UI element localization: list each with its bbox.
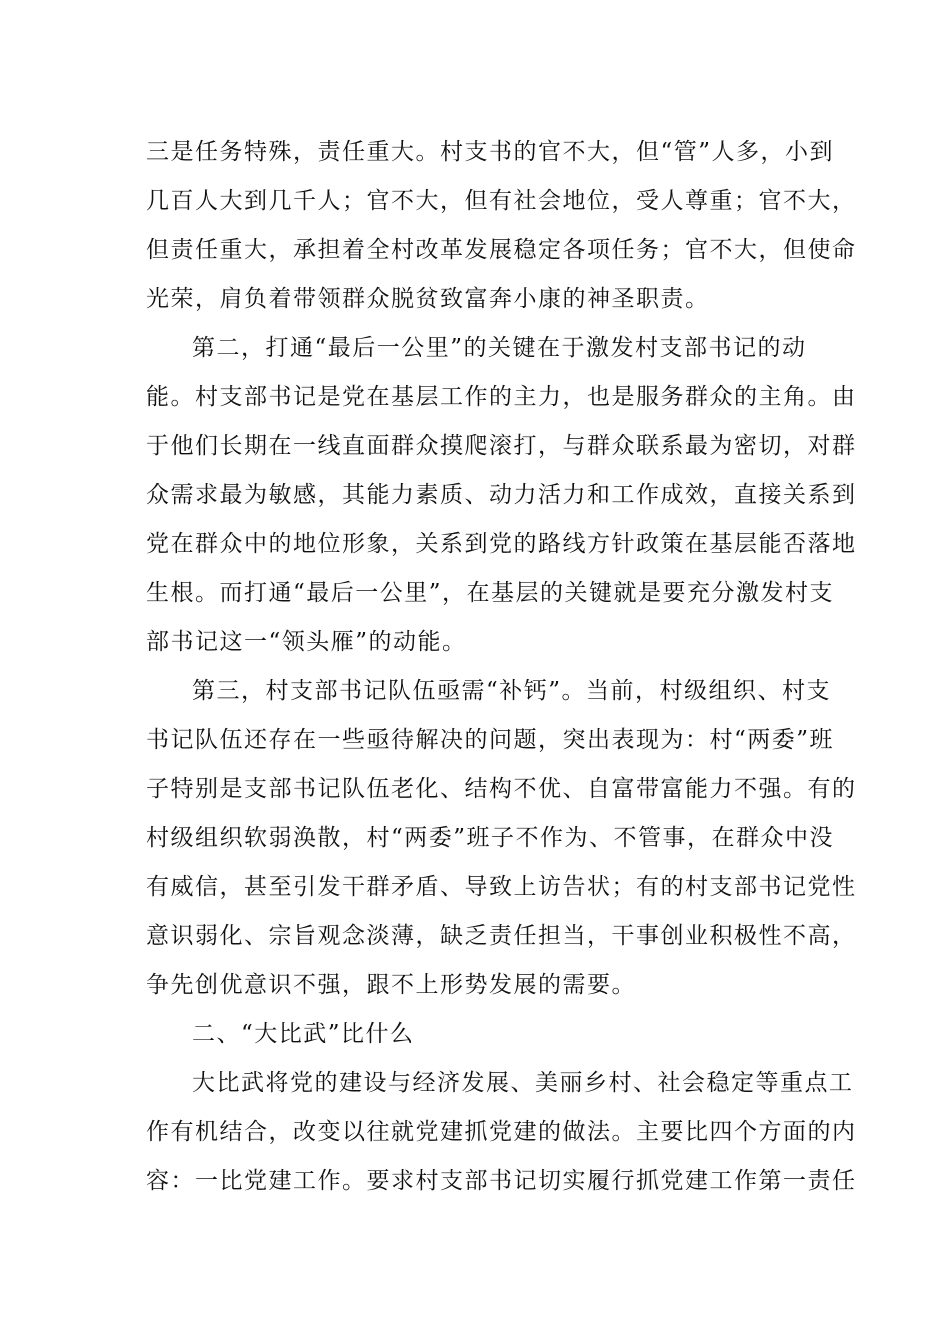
paragraph-line: 三是任务特殊，责任重大。村支书的官不大，但“管”人多，小到 — [146, 139, 835, 165]
paragraph-line: 作有机结合，改变以往就党建抓党建的做法。主要比四个方面的内 — [146, 1119, 857, 1145]
paragraph-line: 部书记这一“领头雁”的动能。 — [146, 629, 467, 655]
body-text — [146, 128, 857, 1206]
paragraph-line: 书记队伍还存在一些亟待解决的问题，突出表现为：村“两委”班 — [146, 727, 835, 753]
paragraph-line: 村级组织软弱涣散，村“两委”班子不作为、不管事，在群众中没 — [146, 825, 835, 851]
paragraph-line: 于他们长期在一线直面群众摸爬滚打，与群众联系最为密切，对群 — [146, 433, 857, 459]
paragraph-line: 有威信，甚至引发干群矛盾、导致上访告状；有的村支部书记党性 — [146, 874, 857, 900]
paragraph-line: 争先创优意识不强，跟不上形势发展的需要。 — [146, 972, 636, 998]
paragraph-line: 第三，村支部书记队伍亟需“补钙”。当前，村级组织、村支 — [192, 678, 832, 704]
paragraph-line: 党在群众中的地位形象，关系到党的路线方针政策在基层能否落地 — [146, 531, 857, 557]
paragraph-line: 能。村支部书记是党在基层工作的主力，也是服务群众的主角。由 — [146, 384, 857, 410]
paragraph-line: 子特别是支部书记队伍老化、结构不优、自富带富能力不强。有的 — [146, 776, 857, 802]
paragraph-line: 光荣，肩负着带领群众脱贫致富奔小康的神圣职责。 — [146, 286, 710, 312]
paragraph-line: 大比武将党的建设与经济发展、美丽乡村、社会稳定等重点工 — [192, 1070, 854, 1096]
paragraph-line: 几百人大到几千人；官不大，但有社会地位，受人尊重；官不大， — [146, 188, 857, 214]
paragraph-line: 但责任重大，承担着全村改革发展稳定各项任务；官不大，但使命 — [146, 237, 857, 263]
section-heading: 二、“大比武”比什么 — [192, 1021, 415, 1047]
paragraph-line: 第二，打通“最后一公里”的关键在于激发村支部书记的动 — [192, 335, 807, 361]
paragraph-line: 容：一比党建工作。要求村支部书记切实履行抓党建工作第一责任 — [146, 1168, 857, 1194]
paragraph-line: 众需求最为敏感，其能力素质、动力活力和工作成效，直接关系到 — [146, 482, 857, 508]
paragraph-line: 生根。而打通“最后一公里”，在基层的关键就是要充分激发村支 — [146, 580, 835, 606]
paragraph-line: 意识弱化、宗旨观念淡薄，缺乏责任担当，干事创业积极性不高， — [146, 923, 857, 949]
